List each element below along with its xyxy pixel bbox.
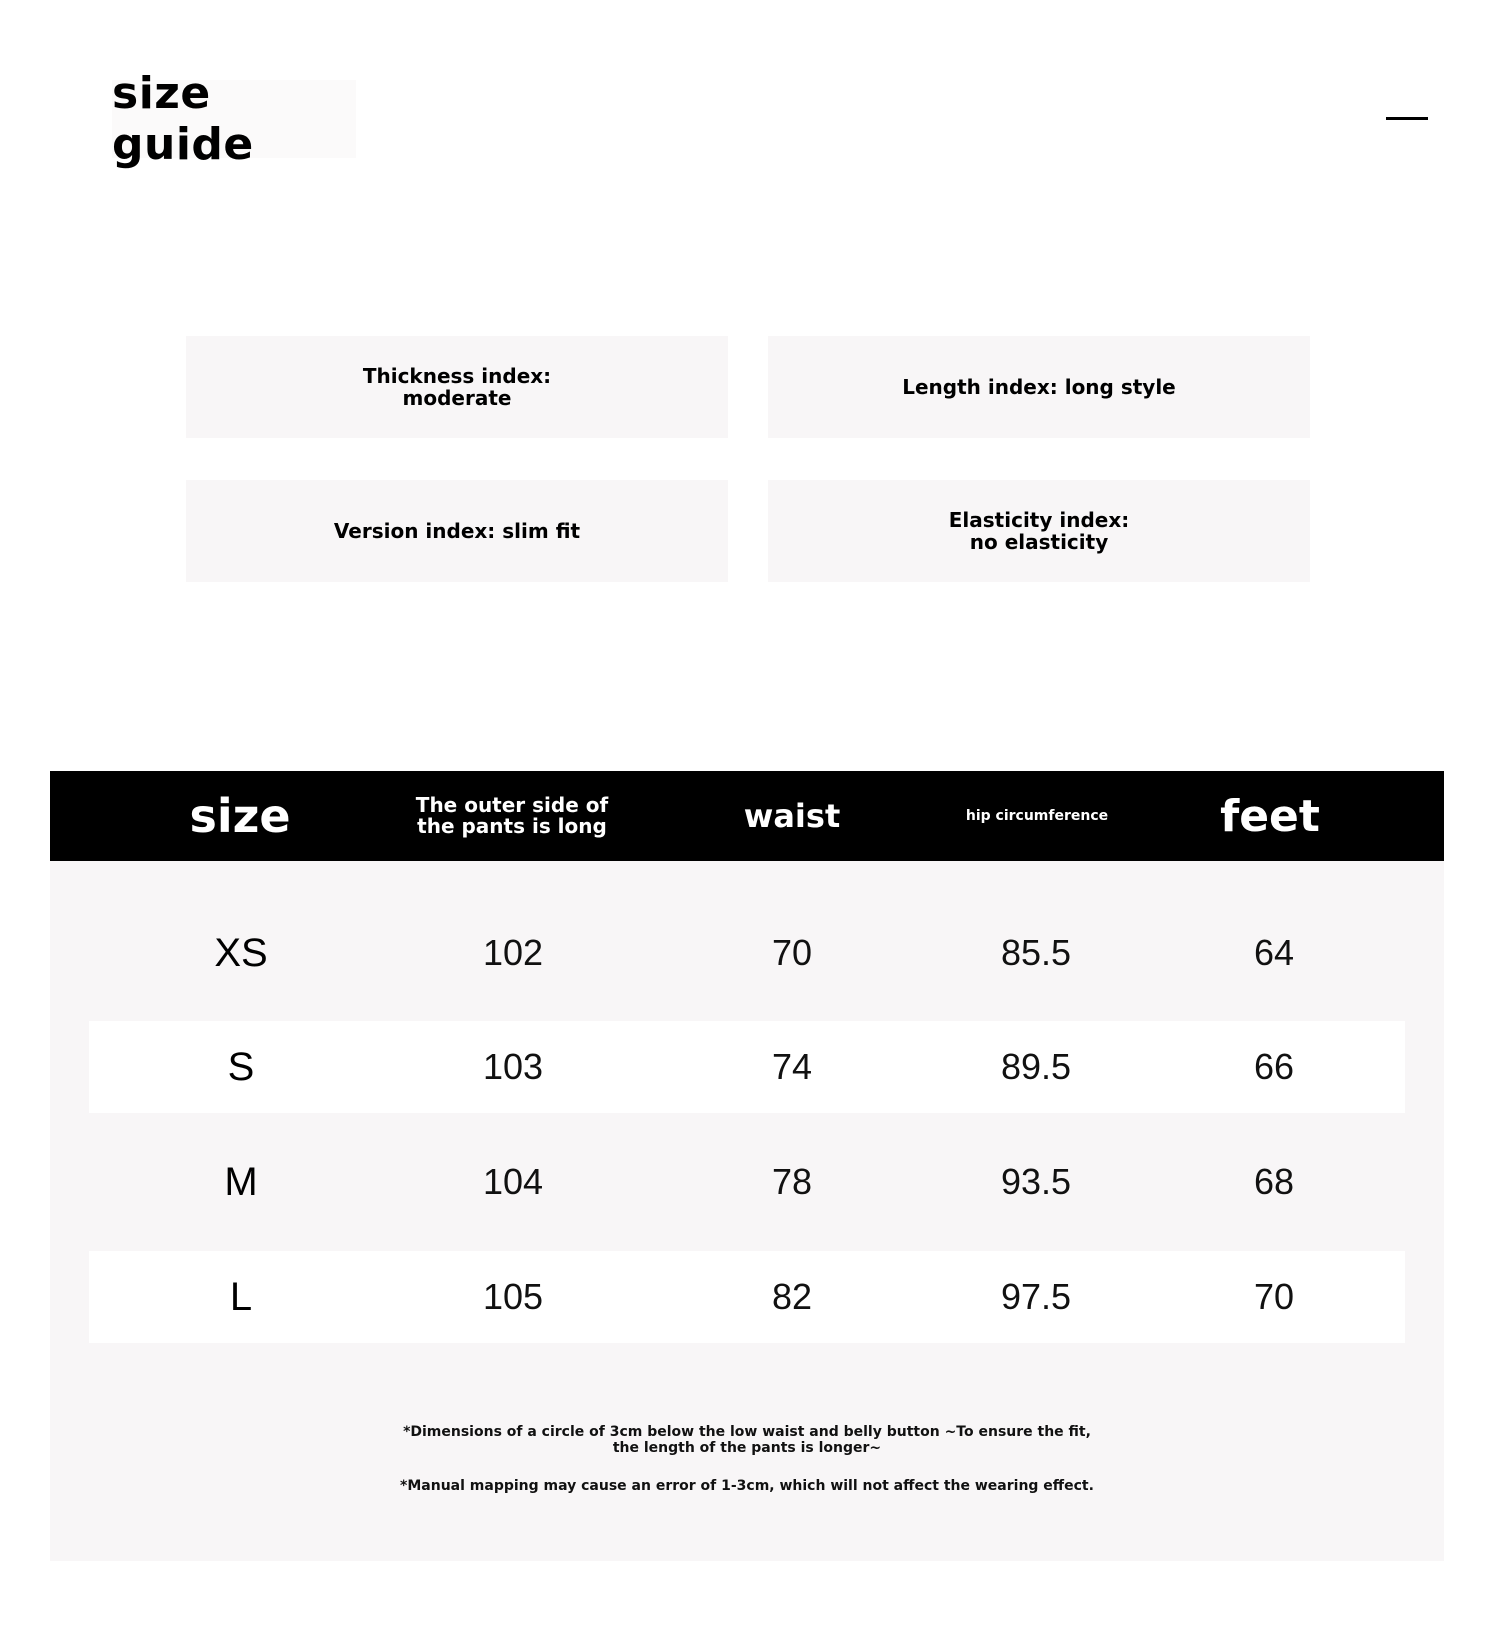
cell-size: M <box>224 1159 258 1204</box>
cell-feet: 64 <box>1253 932 1295 973</box>
cell-outer-length: 105 <box>482 1276 544 1317</box>
thickness-index-card <box>186 336 728 438</box>
size-table <box>50 771 1444 1561</box>
header-hip: hip circumference <box>965 808 1109 824</box>
footnote-dimensions: *Dimensions of a circle of 3cm below the low waist and belly button ~To ensure the fit, the length of the pants is longer~ <box>403 1424 1091 1456</box>
title-box <box>112 68 356 170</box>
footnote-error: *Manual mapping may cause an error of 1-3cm, which will not affect the wearing effect. <box>400 1478 1094 1494</box>
cell-hip: 97.5 <box>1000 1276 1072 1317</box>
header-outer-length: The outer side of the pants is long <box>415 793 609 838</box>
cell-outer-length: 102 <box>482 932 544 973</box>
elasticity-index-label: Elasticity index: no elasticity <box>948 508 1130 554</box>
cell-hip: 93.5 <box>1000 1161 1072 1202</box>
cell-outer-length: 103 <box>482 1046 544 1087</box>
page-title: size guide <box>112 68 254 170</box>
table-row <box>89 1021 1405 1113</box>
cell-waist: 82 <box>771 1276 813 1317</box>
header-feet: feet <box>1220 790 1320 842</box>
cell-size: XS <box>214 930 268 975</box>
cell-hip: 89.5 <box>1000 1046 1072 1087</box>
cell-feet: 68 <box>1253 1161 1295 1202</box>
table-row <box>89 907 1405 999</box>
table-row <box>89 1136 1405 1228</box>
cell-size: S <box>227 1044 255 1089</box>
table-row <box>89 1251 1405 1343</box>
elasticity-index-card <box>768 480 1310 582</box>
cell-waist: 74 <box>771 1046 813 1087</box>
cell-outer-length: 104 <box>482 1161 544 1202</box>
cell-waist: 78 <box>771 1161 813 1202</box>
cell-hip: 85.5 <box>1000 932 1072 973</box>
cell-waist: 70 <box>771 932 813 973</box>
cell-size: L <box>229 1274 253 1319</box>
cell-feet: 66 <box>1253 1046 1295 1087</box>
length-index-label: Length index: long style <box>902 375 1176 399</box>
thickness-index-label: Thickness index: moderate <box>362 364 552 410</box>
header-size: size <box>189 789 291 843</box>
version-index-card <box>186 480 728 582</box>
cell-feet: 70 <box>1253 1276 1295 1317</box>
minus-icon[interactable] <box>1386 117 1428 120</box>
table-header <box>50 771 1444 861</box>
header-waist: waist <box>743 797 841 835</box>
version-index-label: Version index: slim fit <box>333 519 581 543</box>
length-index-card <box>768 336 1310 438</box>
